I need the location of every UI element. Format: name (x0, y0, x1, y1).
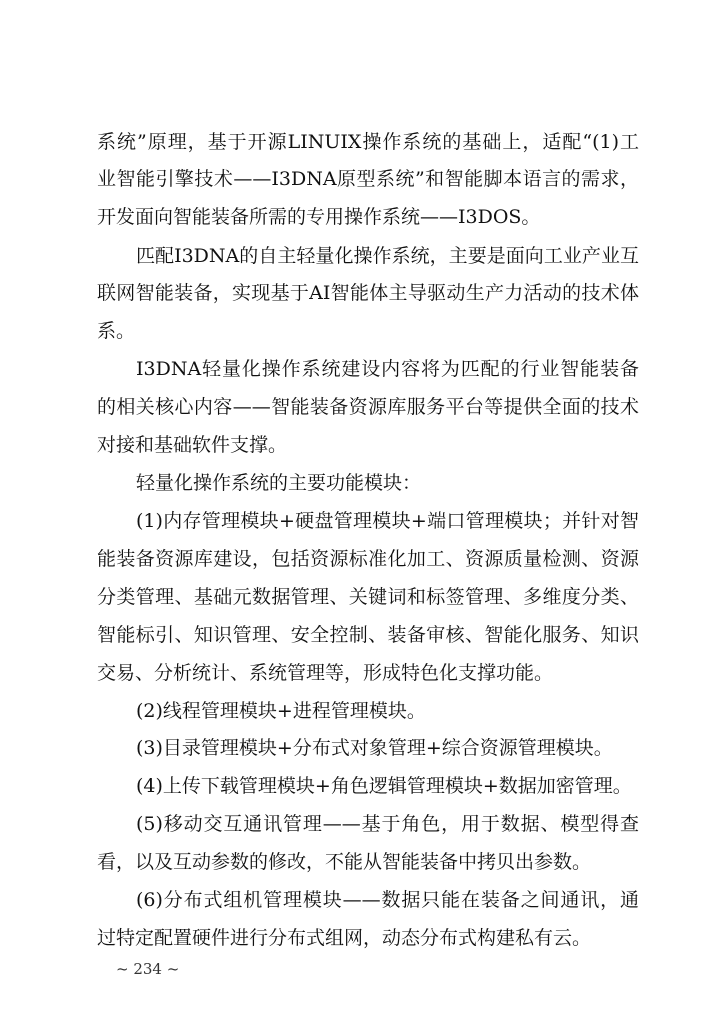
list-item-line: 能装备资源库建设，包括资源标准化加工、资源质量检测、资源 (97, 548, 639, 570)
paragraph-line: 系。 (97, 320, 136, 342)
paragraph-line: 开发面向智能装备所需的专用操作系统——I3DOS。 (97, 206, 541, 228)
list-item-line: (3)目录管理模块+分布式对象管理+综合资源管理模块。 (136, 737, 613, 759)
paragraph-line: 联网智能装备，实现基于AI智能体主导驱动生产力活动的技术体 (97, 282, 639, 304)
list-item-line: (2)线程管理模块+进程管理模块。 (136, 700, 426, 722)
paragraph-line: I3DNA轻量化操作系统建设内容将为匹配的行业智能装备 (136, 358, 639, 380)
list-item-line: (1)内存管理模块+硬盘管理模块+端口管理模块；并针对智 (136, 510, 639, 532)
paragraph-line: 对接和基础软件支撑。 (97, 434, 288, 456)
page-number: ~ 234 ~ (116, 960, 180, 978)
paragraph-line: 匹配I3DNA的自主轻量化操作系统，主要是面向工业产业互 (136, 245, 639, 267)
paragraph-line: 的相关核心内容——智能装备资源库服务平台等提供全面的技术 (97, 396, 639, 418)
list-item-line: 交易、分析统计、系统管理等，形成特色化支撑功能。 (97, 662, 554, 684)
paragraph-line: 业智能引擎技术——I3DNA原型系统”和智能脚本语言的需求， (97, 168, 639, 190)
section-heading: 轻量化操作系统的主要功能模块： (136, 472, 422, 494)
list-item-line: (4)上传下载管理模块+角色逻辑管理模块+数据加密管理。 (136, 775, 632, 797)
list-item-line: 分类管理、基础元数据管理、关键词和标签管理、多维度分类、 (97, 586, 639, 608)
list-item-line: 过特定配置硬件进行分布式组网，动态分布式构建私有云。 (97, 927, 592, 949)
list-item-line: (5)移动交互通讯管理——基于角色，用于数据、模型得查 (136, 813, 639, 835)
list-item-line: (6)分布式组机管理模块——数据只能在装备之间通讯，通 (136, 889, 639, 911)
list-item-line: 看，以及互动参数的修改，不能从智能装备中拷贝出参数。 (97, 851, 592, 873)
list-item-line: 智能标引、知识管理、安全控制、装备审核、智能化服务、知识 (97, 624, 639, 646)
paragraph-line: 系统”原理，基于开源LINUIX操作系统的基础上，适配“(1)工 (97, 131, 639, 153)
